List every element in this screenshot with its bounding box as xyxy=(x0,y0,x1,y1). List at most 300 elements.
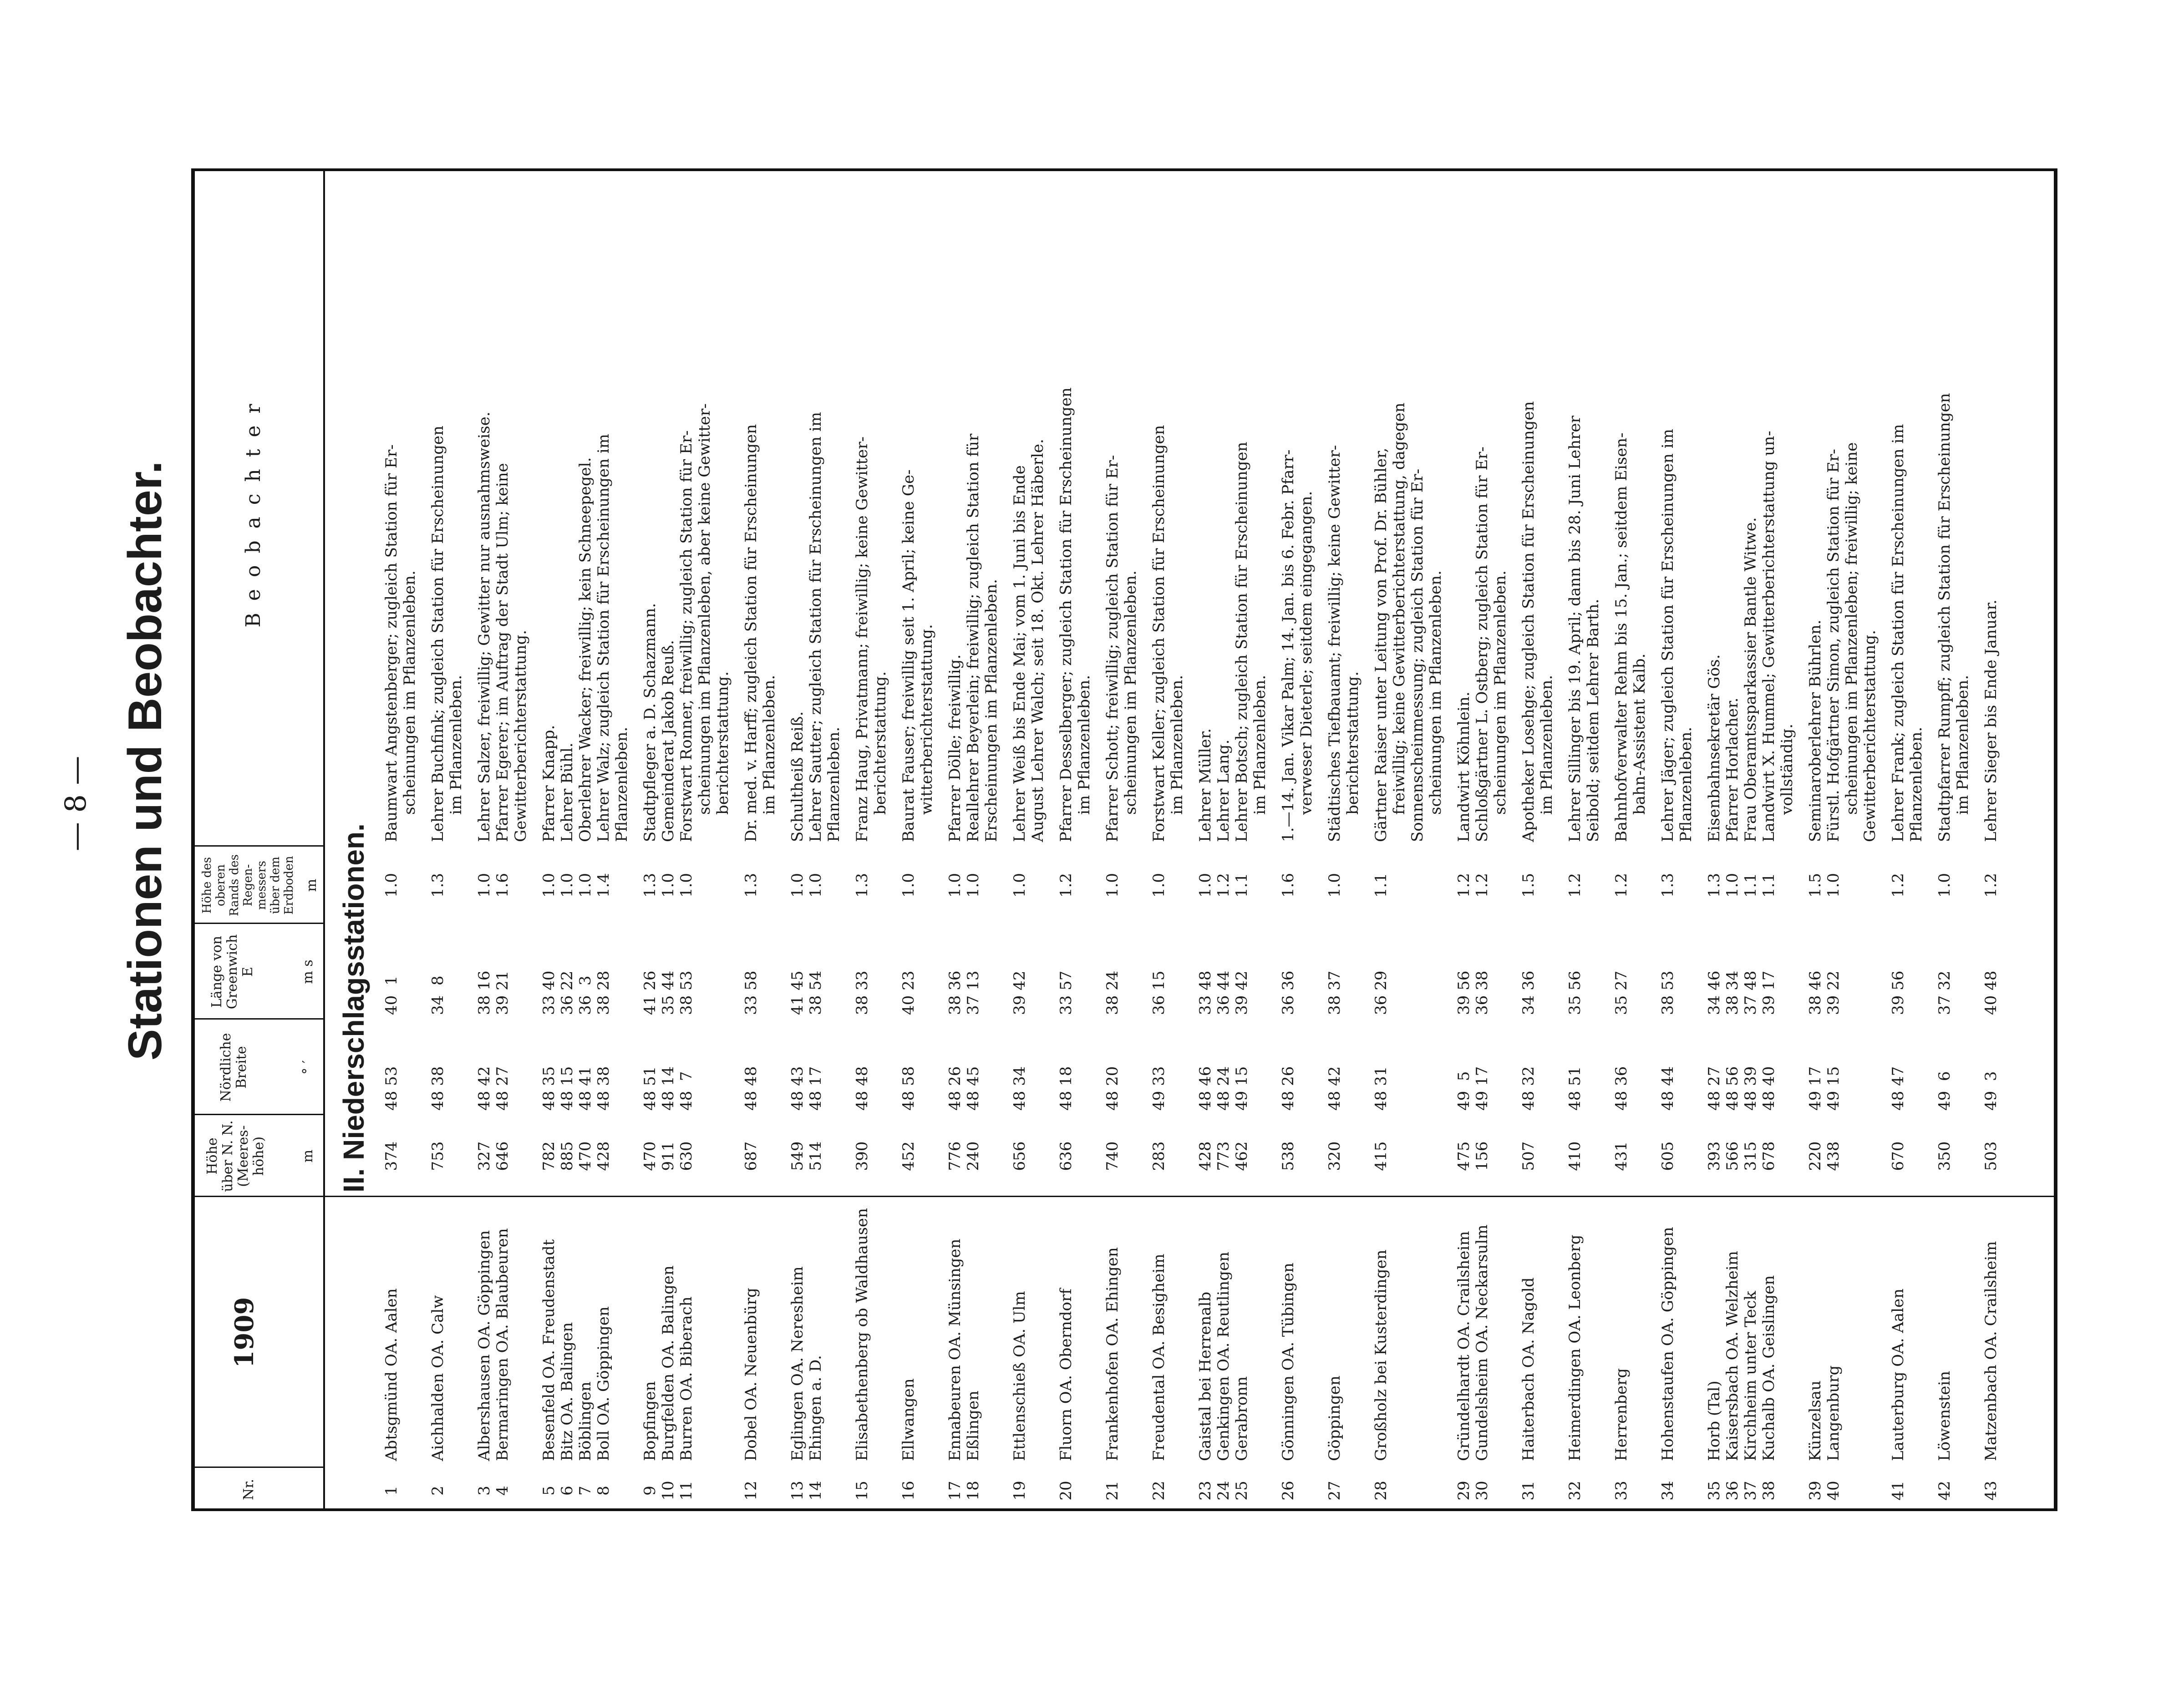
station-number: 5 6 7 8 xyxy=(540,1486,613,1496)
page-title: Stationen und Beobachter. xyxy=(119,461,172,1061)
station-longitude: 33 58 xyxy=(742,970,760,1015)
station-name: Heimerdingen OA. Leonberg xyxy=(1566,1234,1584,1461)
station-altitude: 475 156 xyxy=(1455,1141,1491,1171)
station-longitude: 37 32 xyxy=(1935,970,1954,1015)
station-name: Albershausen OA. Göppingen Bermaringen OA. Blaubeuren xyxy=(475,1228,512,1461)
col-header-lat: Nördliche Breite xyxy=(218,1033,249,1102)
station-latitude: 48 26 48 45 xyxy=(946,1066,982,1111)
station-name: Gönningen OA. Tübingen xyxy=(1279,1263,1297,1461)
table-row xyxy=(1935,168,1972,1511)
page-number: — 8 — xyxy=(59,756,93,851)
gauge-height: 1.2 xyxy=(1566,873,1584,898)
gauge-height: 1.5 xyxy=(1519,873,1538,898)
observer-line: im Pflanzenleben. xyxy=(447,675,465,815)
station-altitude: 538 xyxy=(1279,1141,1297,1171)
observer-line: im Pflanzenleben. xyxy=(1538,675,1556,815)
station-latitude: 48 48 xyxy=(742,1066,760,1111)
gauge-height: 1.0 1.6 xyxy=(475,873,512,898)
gauge-height: 1.0 xyxy=(1935,873,1954,898)
station-number: 41 xyxy=(1889,1481,1907,1501)
observer-text xyxy=(1659,178,1695,842)
station-number: 32 xyxy=(1566,1481,1584,1501)
observer-line: Lehrer Jäger; zugleich Station für Erscheinungen im xyxy=(1659,429,1677,842)
observer-line: Gewitterberichterstattung. xyxy=(512,629,530,842)
observer-line: Schloßgärtner L. Ostberg; zugleich Station für Er- xyxy=(1473,447,1491,842)
observer-line: Baumwart Angstenberger; zugleich Station für Er- xyxy=(382,444,401,842)
col-sep-6 xyxy=(191,845,325,847)
station-altitude: 452 xyxy=(899,1141,918,1171)
station-latitude: 48 32 xyxy=(1519,1066,1538,1111)
station-name: Dobel OA. Neuenbürg xyxy=(742,1288,760,1461)
table-rule-bottom xyxy=(2054,168,2057,1511)
observer-line: Gewitterberichterstattung. xyxy=(1861,629,1879,842)
table-row xyxy=(853,168,889,1511)
station-latitude: 48 51 xyxy=(1566,1066,1584,1111)
gauge-height: 1.2 xyxy=(1889,873,1907,898)
station-latitude: 49 5 49 17 xyxy=(1455,1066,1491,1111)
gauge-height: 1.2 1.2 xyxy=(1455,873,1491,898)
station-number: 29 30 xyxy=(1455,1481,1491,1501)
observer-line: verweser Dieterle; seitdem eingegangen. xyxy=(1297,491,1315,815)
stations-table xyxy=(191,168,2057,1511)
station-name: Herrenberg xyxy=(1612,1368,1630,1461)
station-latitude: 48 26 xyxy=(1279,1066,1297,1111)
table-row xyxy=(1982,168,2000,1511)
observer-line: Gärtner Raiser unter Leitung von Prof. Dr. Bühler, xyxy=(1372,447,1390,842)
station-latitude: 49 6 xyxy=(1935,1071,1954,1111)
observer-line: berichterstattung. xyxy=(871,671,889,815)
col-sep-4 xyxy=(191,1018,325,1020)
gauge-height: 1.3 xyxy=(853,873,871,898)
station-longitude: 33 48 36 44 39 42 xyxy=(1196,970,1251,1015)
observer-text xyxy=(1519,178,1556,842)
observer-line: Pfarrer Desselberger; zugleich Station für Erscheinungen xyxy=(1057,387,1075,842)
table-row xyxy=(899,168,936,1511)
station-name: Freudental OA. Besigheim xyxy=(1150,1254,1168,1461)
station-latitude: 48 20 xyxy=(1103,1066,1122,1111)
station-altitude: 390 xyxy=(853,1141,871,1171)
station-latitude: 48 18 xyxy=(1057,1066,1075,1111)
station-number: 2 xyxy=(429,1486,447,1496)
station-number: 39 40 xyxy=(1806,1481,1843,1501)
station-altitude: 428 773 462 xyxy=(1196,1141,1251,1171)
station-altitude: 753 xyxy=(429,1141,447,1171)
observer-text xyxy=(1279,178,1315,842)
gauge-height: 1.3 xyxy=(1659,873,1677,898)
observer-line: Lehrer Müller. xyxy=(1196,728,1214,842)
observer-text xyxy=(1011,178,1047,842)
station-longitude: 39 56 xyxy=(1889,970,1907,1015)
table-row xyxy=(1612,168,1649,1511)
gauge-height: 1.0 xyxy=(1326,873,1344,898)
observer-line: Franz Haug, Privatmann; freiwillig; keine Gewitter- xyxy=(853,436,871,842)
col-header-beob: Beobachter xyxy=(242,392,265,628)
station-name: Ettlenschieß OA. Ulm xyxy=(1011,1291,1029,1461)
station-name: Göppingen xyxy=(1326,1375,1344,1461)
station-number: 28 xyxy=(1372,1481,1390,1501)
station-number: 35 36 37 38 xyxy=(1705,1481,1778,1501)
gauge-height: 1.3 xyxy=(742,873,760,898)
station-number: 27 xyxy=(1326,1481,1344,1501)
station-number: 22 xyxy=(1150,1481,1168,1501)
observer-line: Stadtpfarrer Rumpff; zugleich Station für Erscheinungen xyxy=(1935,393,1954,842)
table-rule-top xyxy=(191,168,195,1511)
observer-line: im Pflanzenleben. xyxy=(1251,675,1269,815)
station-longitude: 38 46 39 22 xyxy=(1806,970,1843,1015)
observer-line: Lehrer Weiß bis Ende Mai; vom 1. Juni bis Ende xyxy=(1011,465,1029,842)
station-latitude: 48 42 48 27 xyxy=(475,1066,512,1111)
gauge-height: 1.2 xyxy=(1612,873,1630,898)
station-altitude: 410 xyxy=(1566,1141,1584,1171)
observer-line: Pflanzenleben. xyxy=(1907,726,1925,842)
table-row xyxy=(1196,168,1269,1511)
observer-line: berichterstattung. xyxy=(1344,671,1362,815)
station-number: 17 18 xyxy=(946,1481,982,1501)
table-row xyxy=(1659,168,1695,1511)
observer-line: Baurat Fauser; freiwillig seit 1. April; keine Ge- xyxy=(899,469,918,842)
observer-text xyxy=(1057,178,1093,842)
col-unit-rand: m xyxy=(304,878,320,892)
observer-line: Pfarrer Knapp. xyxy=(540,725,558,842)
observer-line: bahn-Assistent Kalb. xyxy=(1630,653,1649,815)
gauge-height: 1.0 xyxy=(382,873,401,898)
station-name: Bopfingen Burgfelden OA. Balingen Burren OA. Biberach xyxy=(641,1265,696,1461)
col-header-lon: Länge von Greenwich E xyxy=(209,934,256,1010)
station-altitude: 776 240 xyxy=(946,1141,982,1171)
observer-line: Lehrer Sautter; zugleich Station für Erscheinungen im xyxy=(807,412,825,842)
station-latitude: 48 42 xyxy=(1326,1066,1344,1111)
station-number: 33 xyxy=(1612,1481,1630,1501)
col-header-rand: Höhe des oberen Rands des Regen-messers über dem Erdboden xyxy=(200,854,296,917)
station-name: Fluorn OA. Oberndorf xyxy=(1057,1289,1075,1461)
station-number: 43 xyxy=(1982,1481,2000,1501)
observer-line: witterberichterstattung. xyxy=(918,624,936,815)
table-row xyxy=(1372,168,1445,1511)
observer-line: Pfarrer Horlacher. xyxy=(1723,697,1742,842)
station-altitude: 350 xyxy=(1935,1141,1954,1171)
station-name: Gaistal bei Herrenalb Genkingen OA. Reutlingen Gerabronn xyxy=(1196,1252,1251,1461)
station-longitude: 34 8 xyxy=(429,975,447,1015)
table-row xyxy=(1566,168,1602,1511)
station-altitude: 740 xyxy=(1103,1141,1122,1171)
station-name: Gründelhardt OA. Crailsheim Gundelsheim OA. Neckarsulm xyxy=(1455,1224,1491,1461)
section-heading: II. Niederschlagsstationen. xyxy=(337,823,370,1193)
observer-line: Landwirt Köhnlein. xyxy=(1455,691,1473,842)
station-number: 15 xyxy=(853,1481,871,1501)
station-name: Ellwangen xyxy=(899,1378,918,1461)
gauge-height: 1.0 xyxy=(1150,873,1168,898)
station-altitude: 687 xyxy=(742,1141,760,1171)
observer-line: Erscheinungen im Pflanzenleben. xyxy=(982,579,1001,842)
observer-line: Lehrer Sieger bis Ende Januar. xyxy=(1982,599,2000,842)
station-altitude: 470 911 630 xyxy=(641,1141,696,1171)
col-sep-5 xyxy=(191,923,325,924)
gauge-height: 1.2 xyxy=(1982,873,2000,898)
gauge-height: 1.0 1.0 xyxy=(788,873,825,898)
station-latitude: 48 36 xyxy=(1612,1066,1630,1111)
col-unit-hoehe: m xyxy=(300,1149,316,1163)
station-altitude: 415 xyxy=(1372,1141,1390,1171)
station-longitude: 34 46 38 34 37 48 39 17 xyxy=(1705,970,1778,1015)
station-latitude: 48 43 48 17 xyxy=(788,1066,825,1111)
station-longitude: 41 45 38 54 xyxy=(788,970,825,1015)
station-number: 16 xyxy=(899,1481,918,1501)
col-unit-lon: m s xyxy=(300,959,316,984)
station-number: 20 xyxy=(1057,1481,1075,1501)
observer-line: Fürstl. Hofgärtner Simon, zugleich Station für Er- xyxy=(1824,449,1843,842)
station-altitude: 656 xyxy=(1011,1141,1029,1171)
station-altitude: 782 885 470 428 xyxy=(540,1141,613,1171)
station-name: Matzenbach OA. Crailsheim xyxy=(1982,1241,2000,1461)
station-longitude: 36 36 xyxy=(1279,970,1297,1015)
station-longitude: 34 36 xyxy=(1519,970,1538,1015)
station-altitude: 393 566 315 678 xyxy=(1705,1141,1778,1171)
observer-line: Pflanzenleben. xyxy=(1677,726,1695,842)
observer-text xyxy=(475,178,530,842)
table-row xyxy=(1519,168,1556,1511)
station-longitude: 38 53 xyxy=(1659,970,1677,1015)
station-name: Großholz bei Kusterdingen xyxy=(1372,1249,1390,1461)
observer-line: Sonnenscheinmessung; zugleich Station für Er- xyxy=(1408,468,1427,842)
station-name: Eglingen OA. Neresheim Ehingen a. D. xyxy=(788,1266,825,1461)
observer-line: Städtisches Tiefbauamt; freiwillig; keine Gewitter- xyxy=(1326,445,1344,842)
station-latitude: 48 38 xyxy=(429,1066,447,1111)
col-header-hoehe: Höhe über N. N. (Meeres-höhe) xyxy=(204,1120,267,1192)
table-row xyxy=(429,168,465,1511)
observer-line: Seibold; seitdem Lehrer Barth. xyxy=(1584,599,1602,842)
table-row xyxy=(641,168,732,1511)
observer-line: Pfarrer Schott; freiwillig; zugleich Station für Er- xyxy=(1103,455,1122,842)
station-name: Löwenstein xyxy=(1935,1370,1954,1461)
observer-line: Oberlehrer Wacker; freiwillig; kein Schneepegel. xyxy=(576,457,594,842)
col-header-nr: Nr. xyxy=(241,1479,257,1500)
observer-line: scheinungen im Pflanzenleben. xyxy=(401,570,419,815)
observer-text xyxy=(1889,178,1925,842)
observer-line: Pflanzenleben. xyxy=(825,726,843,842)
table-row xyxy=(1279,168,1315,1511)
station-altitude: 670 xyxy=(1889,1141,1907,1171)
observer-text xyxy=(1982,178,2000,842)
station-number: 9 10 11 xyxy=(641,1481,696,1501)
table-row xyxy=(1326,168,1362,1511)
station-altitude: 549 514 xyxy=(788,1141,825,1171)
station-longitude: 39 56 36 38 xyxy=(1455,970,1491,1015)
gauge-height: 1.0 1.0 1.0 1.4 xyxy=(540,873,613,898)
station-altitude: 374 xyxy=(382,1141,401,1171)
station-number: 21 xyxy=(1103,1481,1122,1501)
station-name: Horb (Tal) Kaisersbach OA. Welzheim Kirchheim unter Teck Kuchalb OA. Geislingen xyxy=(1705,1251,1778,1461)
observer-line: im Pflanzenleben. xyxy=(760,675,778,815)
gauge-height: 1.2 xyxy=(1057,873,1075,898)
observer-line: Lehrer Salzer, freiwillig; Gewitter nur ausnahmsweise. xyxy=(475,411,493,842)
observer-line: im Pflanzenleben. xyxy=(1168,675,1186,815)
station-number: 19 xyxy=(1011,1481,1029,1501)
observer-line: Bahnhofverwalter Rehm bis 15. Jan.; seitdem Eisen- xyxy=(1612,432,1630,842)
station-name: Frankenhofen OA. Ehingen xyxy=(1103,1247,1122,1461)
observer-text xyxy=(1705,178,1796,842)
observer-text xyxy=(540,178,631,842)
station-name: Künzelsau Langenburg xyxy=(1806,1365,1843,1461)
observer-text xyxy=(1372,178,1445,842)
observer-line: scheinungen im Pflanzenleben. xyxy=(1491,570,1509,815)
observer-line: Lehrer Lang. xyxy=(1214,739,1233,842)
station-latitude: 48 31 xyxy=(1372,1066,1390,1111)
col-header-year: 1909 xyxy=(229,1297,259,1368)
station-longitude: 33 40 36 22 36 3 38 28 xyxy=(540,970,613,1015)
observer-line: Lehrer Bühl. xyxy=(558,742,576,842)
station-longitude: 39 42 xyxy=(1011,970,1029,1015)
table-row xyxy=(1455,168,1509,1511)
observer-text xyxy=(1150,178,1186,842)
table-frame xyxy=(191,168,2057,1511)
station-latitude: 48 47 xyxy=(1889,1066,1907,1111)
observer-line: Landwirt X. Hummel; Gewitterberichterstattung un- xyxy=(1760,431,1778,842)
observer-line: scheinungen im Pflanzenleben, aber keine Gewitter- xyxy=(696,403,714,815)
station-name: Lauterburg OA. Aalen xyxy=(1889,1288,1907,1461)
station-longitude: 40 23 xyxy=(899,970,918,1015)
table-row xyxy=(1150,168,1186,1511)
gauge-height: 1.0 xyxy=(1103,873,1122,898)
observer-line: Pflanzenleben. xyxy=(613,726,631,842)
observer-line: scheinungen im Pflanzenleben. xyxy=(1122,570,1140,815)
table-row xyxy=(1057,168,1093,1511)
station-longitude: 38 36 37 13 xyxy=(946,970,982,1015)
table-row xyxy=(946,168,1001,1511)
observer-line: Dr. med. v. Harff; zugleich Station für Erscheinungen xyxy=(742,424,760,842)
table-row xyxy=(382,168,419,1511)
observer-line: scheinungen im Pflanzenleben; freiwillig; keine xyxy=(1843,442,1861,815)
station-longitude: 36 15 xyxy=(1150,970,1168,1015)
gauge-height: 1.1 xyxy=(1372,873,1390,898)
observer-line: Pfarrer Dölle; freiwillig. xyxy=(946,654,964,842)
station-number: 42 xyxy=(1935,1481,1954,1501)
station-longitude: 40 48 xyxy=(1982,970,2000,1015)
observer-line: 1.—14. Jan. Vikar Palm; 14. Jan. bis 6. Febr. Pfarr- xyxy=(1279,449,1297,842)
station-latitude: 48 27 48 56 48 39 48 40 xyxy=(1705,1066,1778,1111)
observer-line: August Lehrer Walch; seit 18. Okt. Lehrer Häberle. xyxy=(1029,439,1047,842)
station-latitude: 48 35 48 15 48 41 48 38 xyxy=(540,1066,613,1111)
observer-line: Stadtpfleger a. D. Schazmann. xyxy=(641,603,659,842)
observer-line: Forstwart Keller; zugleich Station für Erscheinungen xyxy=(1150,425,1168,842)
observer-line: Apotheker Losehge; zugleich Station für Erscheinungen xyxy=(1519,401,1538,842)
station-altitude: 220 438 xyxy=(1806,1141,1843,1171)
station-latitude: 49 33 xyxy=(1150,1066,1168,1111)
station-number: 1 xyxy=(382,1486,401,1496)
gauge-height: 1.6 xyxy=(1279,873,1297,898)
observer-text xyxy=(1103,178,1140,842)
gauge-height: 1.0 xyxy=(899,873,918,898)
col-sep-3 xyxy=(191,1114,325,1115)
observer-text xyxy=(1935,178,1972,842)
observer-text xyxy=(1566,178,1602,842)
observer-text xyxy=(1455,178,1509,842)
gauge-height: 1.3 1.0 1.0 xyxy=(641,873,696,898)
observer-text xyxy=(853,178,889,842)
station-altitude: 503 xyxy=(1982,1141,2000,1171)
observer-line: Frau Oberamtssparkassier Bantle Witwe. xyxy=(1742,517,1760,842)
table-row xyxy=(1806,168,1879,1511)
observer-line: Eisenbahnsekretär Gös. xyxy=(1705,654,1723,842)
station-altitude: 283 xyxy=(1150,1141,1168,1171)
observer-text xyxy=(742,178,778,842)
gauge-height: 1.3 1.0 1.1 1.1 xyxy=(1705,873,1778,898)
col-sep-1 xyxy=(191,1467,325,1468)
table-row xyxy=(788,168,843,1511)
station-latitude: 48 34 xyxy=(1011,1066,1029,1111)
observer-line: Lehrer Frank; zugleich Station für Erscheinungen im xyxy=(1889,424,1907,842)
station-altitude: 320 xyxy=(1326,1141,1344,1171)
station-name: Besenfeld OA. Freudenstadt Bitz OA. Balingen Böblingen Boll OA. Göppingen xyxy=(540,1239,613,1461)
observer-text xyxy=(788,178,843,842)
station-latitude: 48 51 48 14 48 7 xyxy=(641,1066,696,1111)
observer-text xyxy=(382,178,419,842)
observer-text xyxy=(429,178,465,842)
station-latitude: 49 3 xyxy=(1982,1071,2000,1111)
station-number: 23 24 25 xyxy=(1196,1481,1251,1501)
station-name: Ennabeuren OA. Münsingen Eßlingen xyxy=(946,1238,982,1461)
table-row xyxy=(1889,168,1925,1511)
observer-line: Pfarrer Egerer; im Auftrag der Stadt Ulm; keine xyxy=(493,463,512,842)
station-longitude: 35 56 xyxy=(1566,970,1584,1015)
observer-line: Seminaroberlehrer Bührlen. xyxy=(1806,619,1824,842)
station-longitude: 33 57 xyxy=(1057,970,1075,1015)
observer-line: berichterstattung. xyxy=(714,671,732,815)
station-latitude: 48 58 xyxy=(899,1066,918,1111)
station-number: 3 4 xyxy=(475,1486,512,1496)
station-name: Haiterbach OA. Nagold xyxy=(1519,1277,1538,1461)
station-number: 12 xyxy=(742,1481,760,1501)
station-name: Hohenstaufen OA. Göppingen xyxy=(1659,1227,1677,1461)
gauge-height: 1.3 xyxy=(429,873,447,898)
station-longitude: 36 29 xyxy=(1372,970,1390,1015)
station-longitude: 38 37 xyxy=(1326,970,1344,1015)
observer-text xyxy=(1326,178,1362,842)
station-latitude: 48 53 xyxy=(382,1066,401,1111)
observer-line: Lehrer Botsch; zugleich Station für Erscheinungen xyxy=(1233,442,1251,842)
observer-line: Lehrer Buchfink; zugleich Station für Erscheinungen xyxy=(429,426,447,842)
station-longitude: 41 26 35 44 38 53 xyxy=(641,970,696,1015)
station-number: 34 xyxy=(1659,1481,1677,1501)
observer-text xyxy=(946,178,1001,842)
station-longitude: 35 27 xyxy=(1612,970,1630,1015)
gauge-height: 1.0 xyxy=(1011,873,1029,898)
station-name: Elisabethenberg ob Waldhausen xyxy=(853,1208,871,1461)
observer-text xyxy=(1806,178,1879,842)
station-longitude: 38 33 xyxy=(853,970,871,1015)
station-latitude: 48 48 xyxy=(853,1066,871,1111)
observer-line: scheinungen im Pflanzenleben. xyxy=(1427,570,1445,815)
station-longitude: 38 24 xyxy=(1103,970,1122,1015)
station-name: Aichhalden OA. Calw xyxy=(429,1295,447,1461)
observer-line: im Pflanzenleben. xyxy=(1075,675,1093,815)
station-number: 13 14 xyxy=(788,1481,825,1501)
observer-line: Lehrer Walz; zugleich Station für Erscheinungen im xyxy=(594,434,613,842)
gauge-height: 1.0 1.2 1.1 xyxy=(1196,873,1251,898)
observer-text xyxy=(899,178,936,842)
gauge-height: 1.0 1.0 xyxy=(946,873,982,898)
station-longitude: 40 1 xyxy=(382,975,401,1015)
station-altitude: 636 xyxy=(1057,1141,1075,1171)
table-row xyxy=(1011,168,1047,1511)
station-latitude: 48 44 xyxy=(1659,1066,1677,1111)
table-row xyxy=(540,168,631,1511)
col-unit-lat: ° ′ xyxy=(300,1060,316,1075)
observer-line: Gemeinderat Jakob Reuß. xyxy=(659,640,677,842)
table-row xyxy=(742,168,778,1511)
station-altitude: 507 xyxy=(1519,1141,1538,1171)
station-longitude: 38 16 39 21 xyxy=(475,970,512,1015)
observer-line: im Pflanzenleben. xyxy=(1954,675,1972,815)
